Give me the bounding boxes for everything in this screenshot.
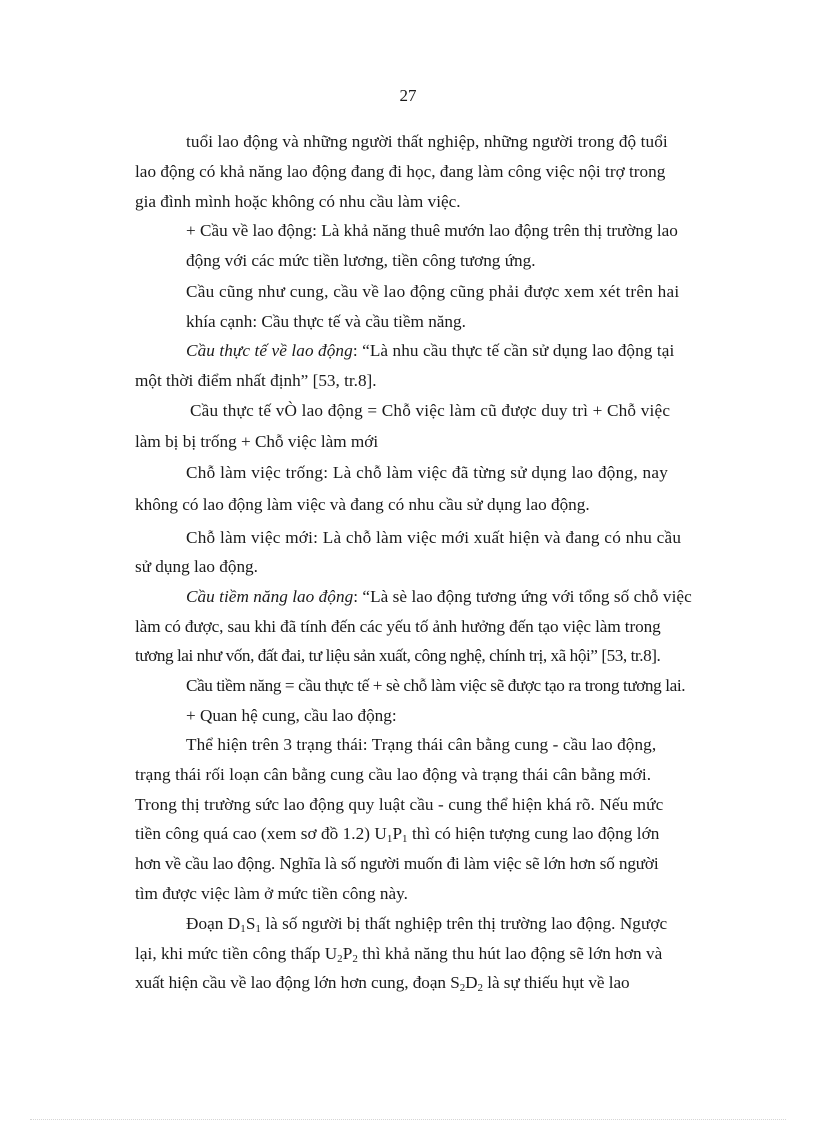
text-line: tuổi lao động và những người thất nghiệp, những người trong độ tuổi xyxy=(186,132,668,151)
page-bottom-rule xyxy=(30,1119,786,1120)
text-line: lao động có khả năng lao động đang đi học, đang làm công việc nội trợ trong xyxy=(135,162,666,181)
text-line: Thể hiện trên 3 trạng thái: Trạng thái cân bằng cung - cầu lao động, xyxy=(186,735,657,754)
text-line: trạng thái rối loạn cân bằng cung cầu lao động và trạng thái cân bằng mới. xyxy=(135,765,652,784)
text-line: một thời điểm nhất định” [53, tr.8]. xyxy=(135,371,377,390)
text-line: động với các mức tiền lương, tiền công tương ứng. xyxy=(186,251,536,270)
text-line: + Quan hệ cung, cầu lao động: xyxy=(186,706,397,725)
term-italic: Cầu tiềm năng lao động xyxy=(186,587,354,606)
text-line: Chỗ làm việc mới: Là chỗ làm việc mới xuất hiện và đang có nhu cầu xyxy=(186,528,682,547)
text-line: Chỗ làm việc trống: Là chỗ làm việc đã từng sử dụng lao động, nay xyxy=(186,463,669,482)
text-line: sử dụng lao động. xyxy=(135,557,258,576)
text-line: lại, khi mức tiền công thấp $U_2P_2$ thì khả năng thu hút lao động sẽ lớn hơn và xyxy=(135,944,663,965)
text-line: Cầu thực tế vÒ lao động = Chỗ việc làm cũ được duy trì + Chỗ việc xyxy=(190,401,671,420)
text-line: làm bị bị trống + Chỗ việc làm mới xyxy=(135,432,379,451)
page-number: 27 xyxy=(399,86,417,105)
text-line: gia đình mình hoặc không có nhu cầu làm việc. xyxy=(135,192,461,211)
text-line: xuất hiện cầu về lao động lớn hơn cung, đoạn $S_2D_2$ là sự thiếu hụt về lao xyxy=(135,973,630,994)
text-line: tương lai như vốn, đất đai, tư liệu sản xuất, công nghệ, chính trị, xã hội” [53, tr.8]. xyxy=(135,646,661,665)
text-line: khía cạnh: Cầu thực tế và cầu tiềm năng. xyxy=(186,312,466,331)
text-line: tiền công quá cao (xem sơ đồ 1.2) $U_1P_1$ thì có hiện tượng cung lao động lớn xyxy=(135,824,660,845)
term-italic: Cầu thực tế về lao động xyxy=(186,341,353,360)
text-line: Cầu tiềm năng lao động: “Là sè lao động tương ứng với tổng số chỗ việc xyxy=(186,587,692,606)
text-line: Cầu cũng như cung, cầu về lao động cũng phải được xem xét trên hai xyxy=(186,282,680,301)
text-line: Cầu tiềm năng = cầu thực tế + sè chỗ làm việc sẽ được tạo ra trong tương lai. xyxy=(186,676,686,695)
text-line: Trong thị trường sức lao động quy luật cầu - cung thể hiện khá rõ. Nếu mức xyxy=(135,795,664,814)
text-line: không có lao động làm việc và đang có nhu cầu sử dụng lao động. xyxy=(135,495,590,514)
text-line: Cầu thực tế về lao động: “Là nhu cầu thực tế cần sử dụng lao động tại xyxy=(186,341,675,360)
text-line: Đoạn $D_1S_1$ là số người bị thất nghiệp trên thị trường lao động. Ngược xyxy=(186,914,668,935)
text-line: + Cầu về lao động: Là khả năng thuê mướn lao động trên thị trường lao xyxy=(186,221,678,240)
text-line: hơn về cầu lao động. Nghĩa là số người muốn đi làm việc sẽ lớn hơn số người xyxy=(135,854,659,873)
text-line: làm có được, sau khi đã tính đến các yếu tố ảnh hưởng đến tạo việc làm trong xyxy=(135,617,661,636)
text-line: tìm được việc làm ở mức tiền công này. xyxy=(135,884,408,903)
